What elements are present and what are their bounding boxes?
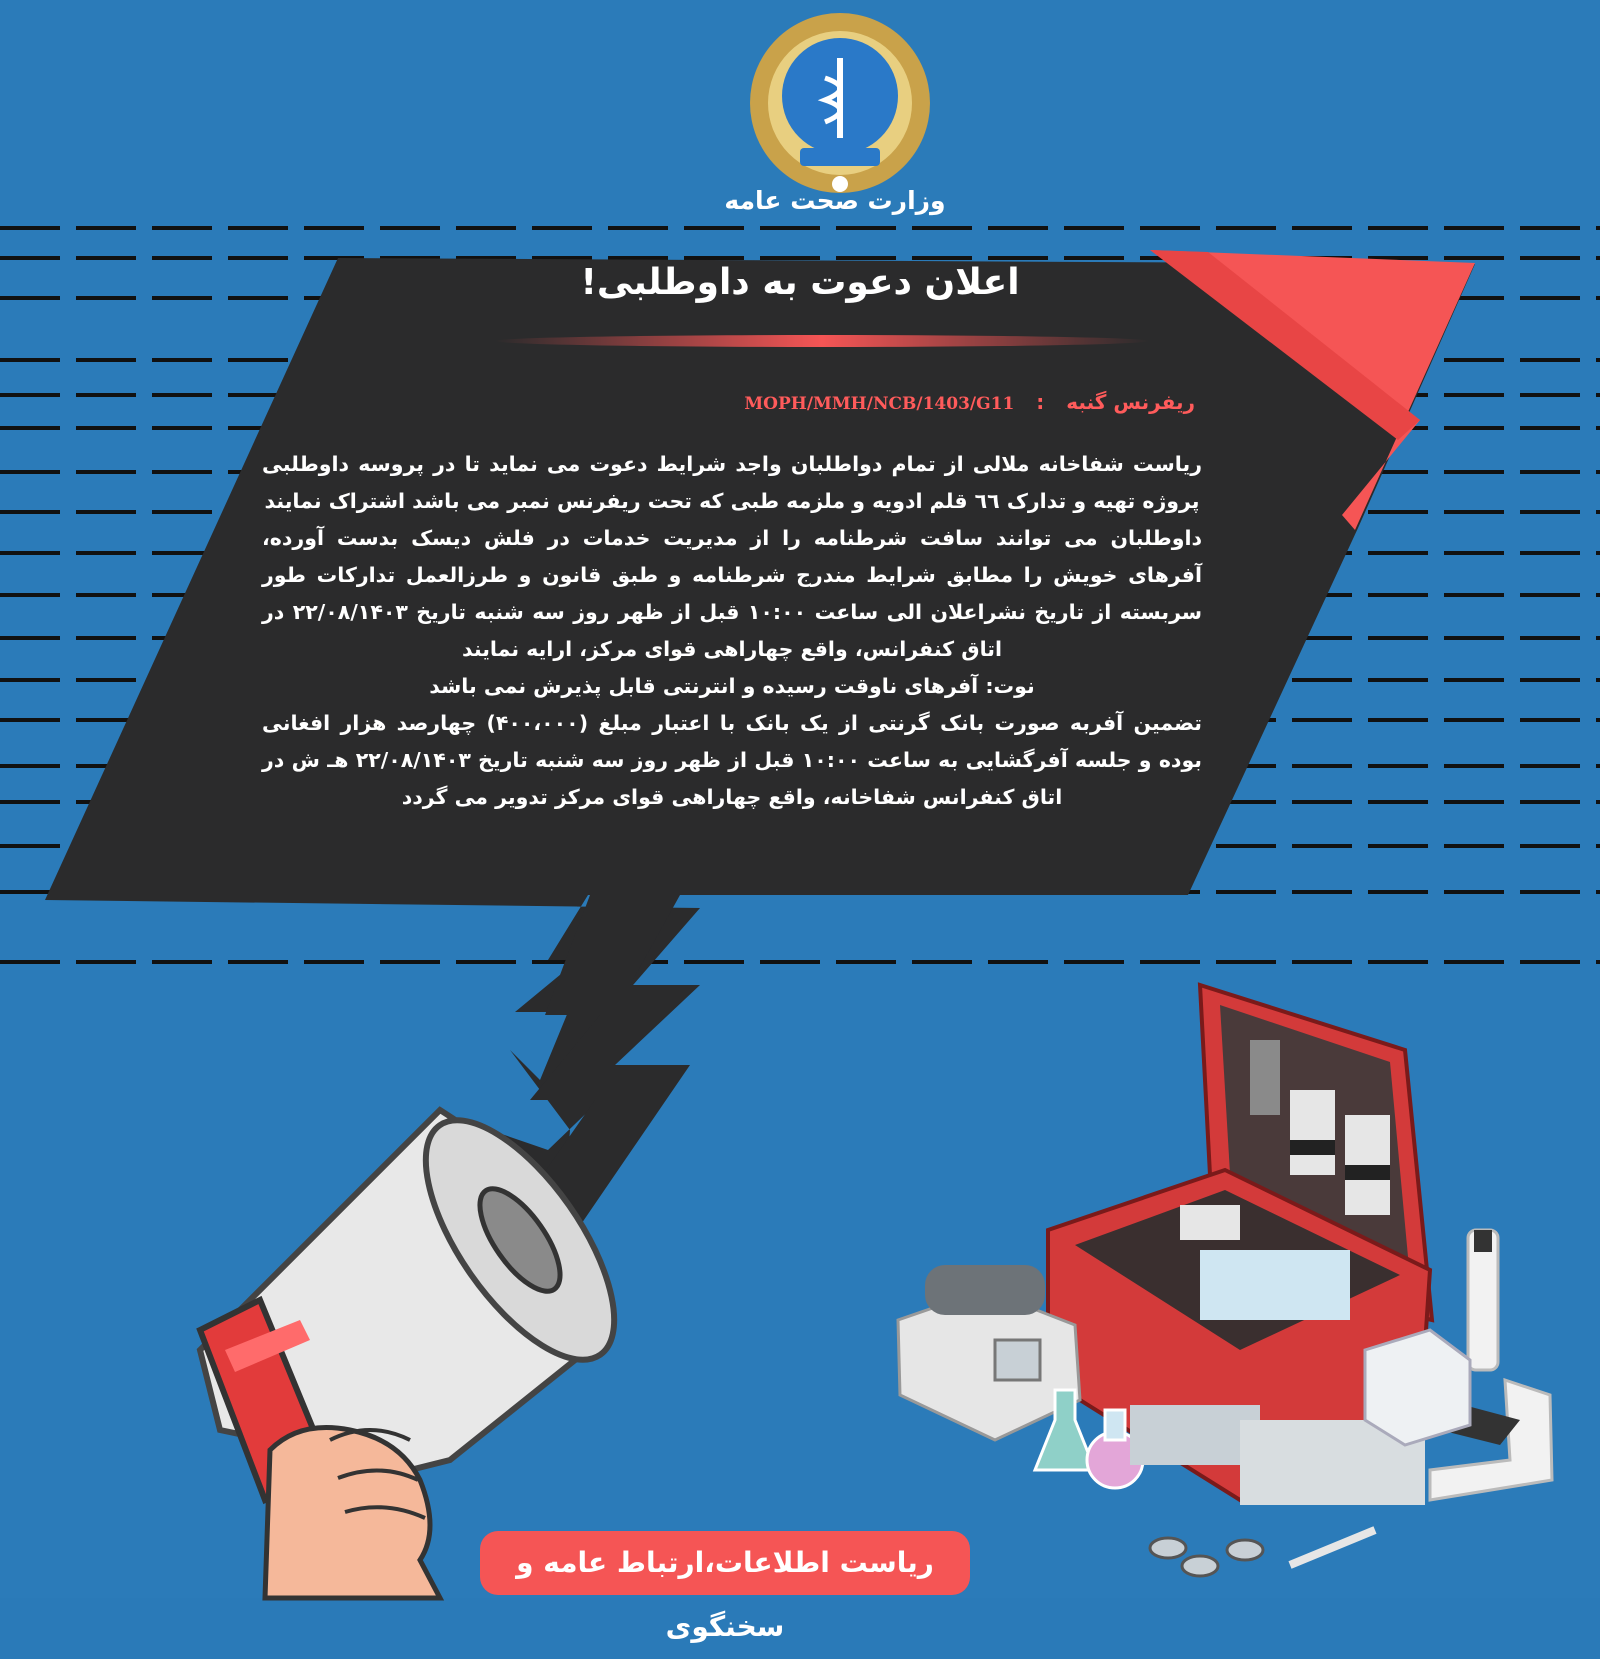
paragraph-guarantee: تضمین آفربه صورت بانک گرنتی از یک بانک با اعتبار مبلغ (۴۰۰،۰۰۰) چهارصد هزار افغانی بوده و جلسه آفرگشایی به ساعت ۱۰:۰۰ قبل از ظهر روز سه شنبه تاریخ ۲۲/۰۸/۱۴۰۳ هـ ش در اتاق کنفرانس شفاخانه، واقع چهاراهی قوای مرکز تدویر می گردد [262,711,1203,809]
paragraph-note: نوت: آفرهای ناوقت رسیده و انترنتی قابل پذیرش نمی باشد [429,674,1035,698]
paragraph-invitation: ریاست شفاخانه ملالی از تمام دواطلبان واجد شرایط دعوت می نماید تا در پروسه داوطلبی پروژه تهیه و تدارک ٦٦ قلم ادویه و ملزمه طبی که تحت ریفرنس نمبر می باشد اشتراک نمایند [262,452,1202,513]
reference-separator: : [1036,390,1045,414]
device-icon [1365,1330,1470,1445]
announcement-body [262,446,1202,816]
footer-department: ریاست اطلاعات،ارتباط عامه و سخنگوی [516,1546,934,1643]
reference-line [700,390,1195,414]
petri-dish-icon [1150,1530,1375,1576]
ministry-logo [745,8,935,198]
ministry-name: وزارت صحت عامه [724,186,946,215]
reference-code: MOPH/MMH/NCB/1403/G11 [744,394,1015,414]
title-underline [495,333,1150,349]
reference-label: ریفرنس گنبه [1066,390,1195,414]
announcement-title: اعلان دعوت به داوطلبی! [580,262,1020,303]
paragraph-instructions: داوطلبان می توانند سافت شرطنامه را از مدیریت خدمات در فلش دیسک بدست آورده، آفرهای خویش را مطابق شرایط مندرج شرطنامه و طبق قانون و طرزالعمل تدارکات طور سربسته از تاریخ نشراعلان الی ساعت ۱۰:۰۰ قبل از ظهر روز سه شنبه تاریخ ۲۲/۰۸/۱۴۰۳ در اتاق کنفرانس، واقع چهاراهی قوای مرکز، ارایه نمایند [262,526,1202,661]
